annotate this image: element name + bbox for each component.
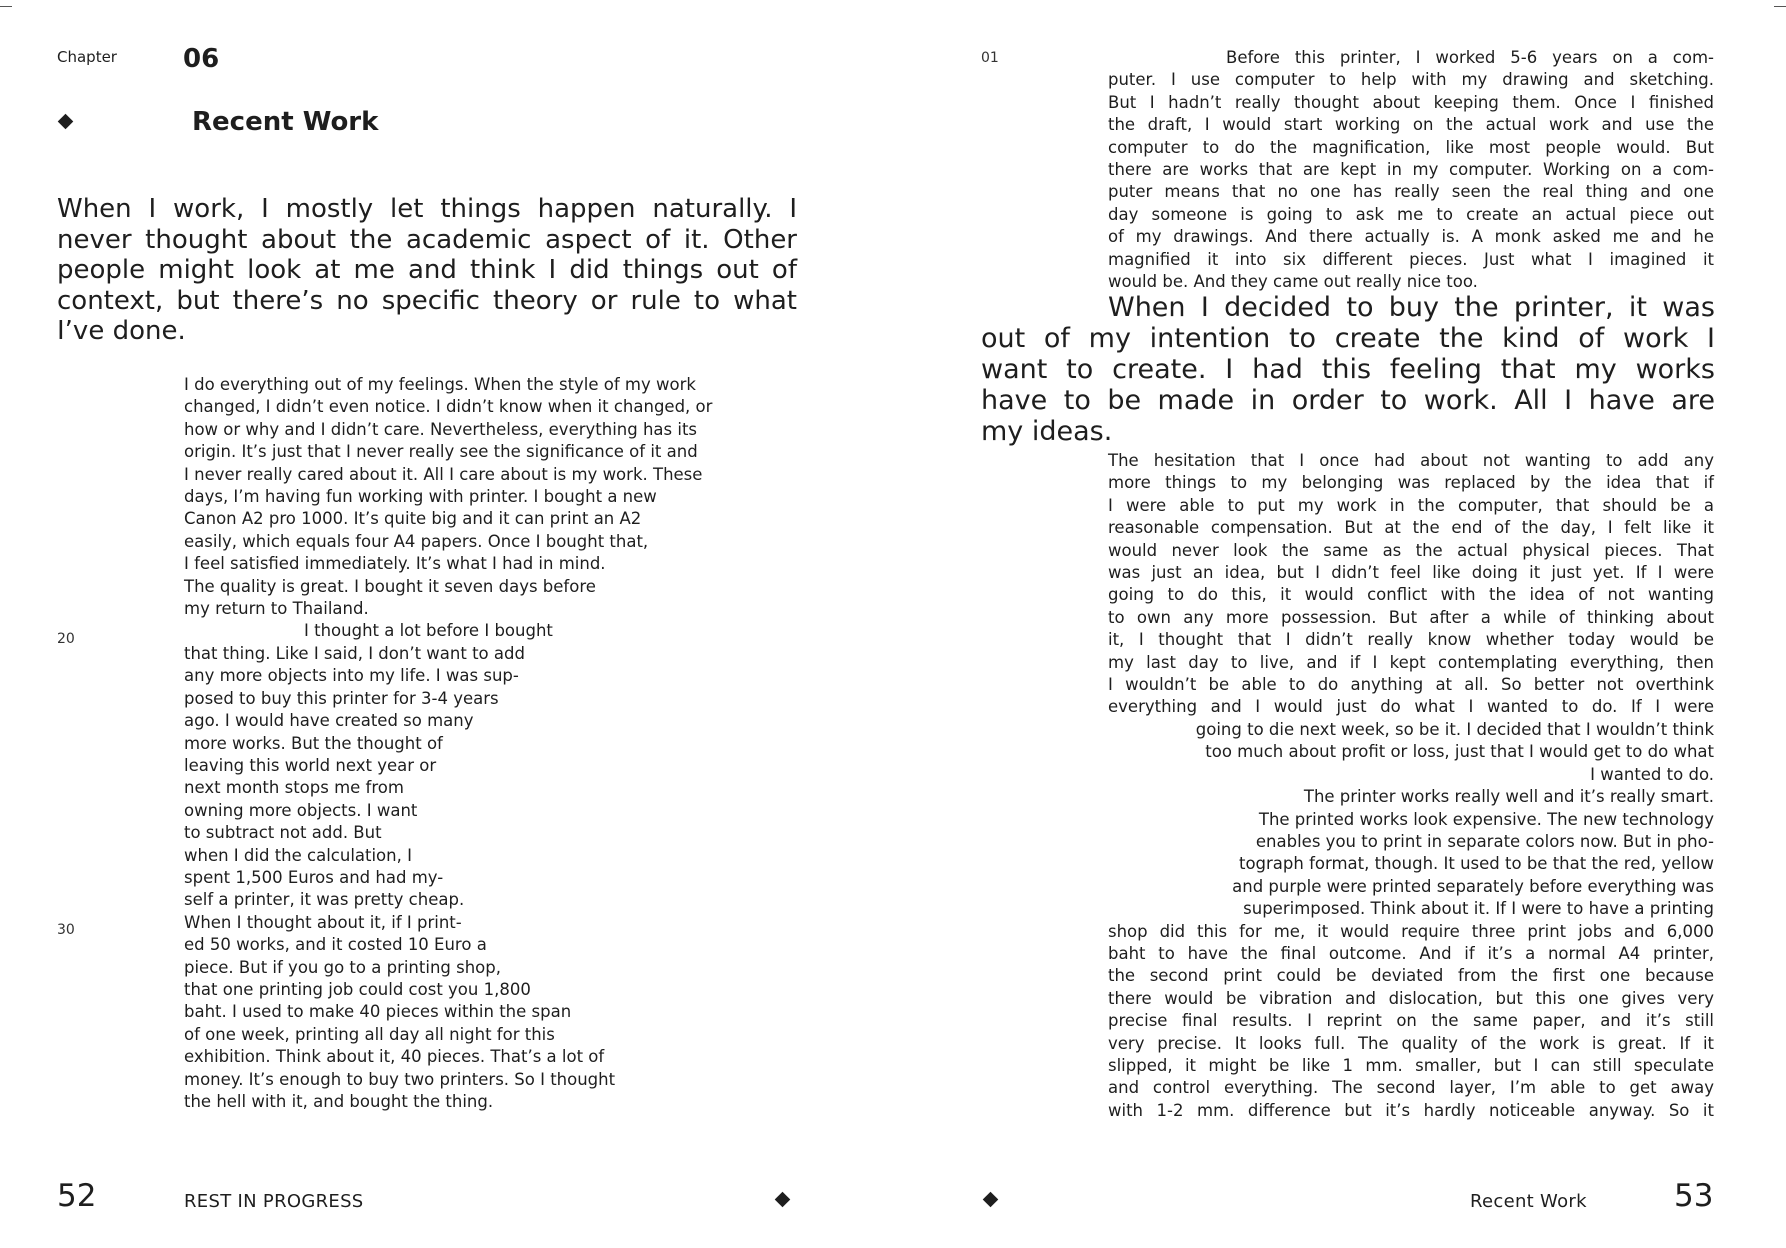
text-line: shop did this for me, it would require three print jobs and 6,000 (1108, 921, 1714, 941)
text-line: too much about profit or loss, just that I would get to do what (1205, 742, 1714, 762)
text-line: reasonable compensation. But at the end of the day, I felt like it (1108, 518, 1714, 538)
text-line: posed to buy this printer for 3-4 years (184, 688, 499, 708)
text-line: owning more objects. I want (184, 800, 418, 820)
text-line: exhibition. Think about it, 40 pieces. That’s a lot of (184, 1047, 605, 1067)
text-line: out of my intention to create the kind of work I (981, 323, 1715, 354)
text-line: the second print could be deviated from the first one because (1108, 966, 1714, 986)
text-line: was just an idea, but I didn’t feel like doing it just yet. If I were (1108, 563, 1714, 583)
text-line: puter. I use computer to help with my drawing and sketching. (1108, 70, 1714, 90)
text-line: easily, which equals four A4 papers. Once I bought that, (184, 531, 649, 551)
text-line: any more objects into my life. I was sup- (184, 666, 519, 686)
text-line: superimposed. Think about it. If I were to have a printing (1243, 899, 1714, 919)
text-line: precise final results. I reprint on the same paper, and it’s still (1108, 1011, 1714, 1031)
text-line: I feel satisfied immediately. It’s what I had in mind. (184, 554, 606, 574)
pull-quote (981, 292, 1715, 447)
text-line: I never really cared about it. All I care about is my work. These (184, 464, 703, 484)
page-number-right: 53 (1674, 1178, 1714, 1214)
text-line: Before this printer, I worked 5-6 years on a com- (1226, 48, 1714, 67)
text-line: spent 1,500 Euros and had my- (184, 867, 444, 887)
text-line: When I thought about it, if I print- (184, 912, 462, 932)
text-line: The printer works really well and it’s really smart. (1303, 787, 1714, 807)
text-line: the draft, I would start working on the actual work and use the (1108, 115, 1714, 135)
left-body-text (184, 374, 790, 1113)
text-line: my return to Thailand. (184, 599, 369, 619)
text-line: next month stops me from (184, 778, 404, 798)
text-line: I wouldn’t be able to do anything at all. So better not overthink (1108, 675, 1714, 695)
text-line: and purple were printed separately before everything was (1232, 876, 1714, 896)
text-line: piece. But if you go to a printing shop, (184, 957, 501, 977)
margin-line-number: 20 (57, 631, 75, 647)
section-title: Recent Work (192, 107, 379, 137)
text-line: When I decided to buy the printer, it was (1108, 292, 1715, 323)
text-line: the hell with it, and bought the thing. (184, 1092, 494, 1111)
text-line: The quality is great. I bought it seven days before (184, 576, 596, 596)
diamond-icon (775, 1192, 791, 1208)
text-line: tograph format, though. It used to be that the red, yellow (1238, 854, 1714, 874)
margin-line-number: 30 (57, 922, 75, 938)
text-line: that one printing job could cost you 1,800 (184, 979, 531, 999)
text-line: magnified it into six different pieces. Just what I imagined it (1108, 249, 1714, 269)
text-line: have to be made in order to work. All I have are (981, 385, 1715, 416)
text-line: I do everything out of my feelings. When the style of my work (184, 375, 696, 394)
text-line: and control everything. The second layer, I’m able to get away (1108, 1078, 1714, 1098)
margin-line-number: 01 (981, 50, 999, 66)
text-line: more works. But the thought of (184, 733, 443, 753)
text-line: of my drawings. And there actually is. A monk asked me and he (1108, 227, 1714, 247)
text-line: slipped, it might be like 1 mm. smaller, but I can still speculate (1108, 1055, 1714, 1075)
text-line: of one week, printing all day all night for this (184, 1024, 555, 1044)
right-paragraph-2 (1108, 450, 1714, 1122)
text-line: I were able to put my work in the computer, that should be a (1108, 495, 1714, 515)
running-title-left: REST IN PROGRESS (184, 1191, 364, 1212)
text-line: my last day to live, and if I kept contemplating everything, then (1108, 652, 1714, 672)
text-line: very precise. It looks full. The quality of the work is great. If it (1108, 1033, 1714, 1053)
page-number-left: 52 (57, 1178, 97, 1214)
text-line: it, I thought that I didn’t really know whether today would be (1108, 630, 1714, 650)
text-line: baht to have the final outcome. And if it’s a normal A4 printer, (1108, 943, 1714, 963)
text-line: money. It’s enough to buy two printers. So I thought (184, 1069, 616, 1089)
text-line: origin. It’s just that I never really see the significance of it and (184, 442, 698, 462)
text-line: there are works that are kept in my computer. Working on a com- (1108, 160, 1714, 180)
chapter-label: Chapter (57, 48, 117, 66)
text-line: enables you to print in separate colors now. But in pho- (1255, 831, 1714, 851)
text-line: self a printer, it was pretty cheap. (184, 890, 465, 910)
text-line: The printed works look expensive. The new technology (1258, 809, 1714, 829)
text-line: baht. I used to make 40 pieces within the span (184, 1002, 572, 1022)
text-line: day someone is going to ask me to create an actual piece out (1108, 204, 1714, 224)
text-line: computer to do the magnification, like most people would. But (1108, 137, 1714, 157)
diamond-icon (983, 1192, 999, 1208)
intro-paragraph: When I work, I mostly let things happen naturally. I never thought about the academic aspect of it. Other people might look at me and think I did things out of context, but there’s no specific theory or rule to what I’ve done. (57, 194, 797, 346)
text-line: when I did the calculation, I (184, 845, 412, 865)
text-line: I thought a lot before I bought (304, 621, 553, 641)
text-line: changed, I didn’t even notice. I didn’t know when it changed, or (184, 397, 713, 417)
text-line: everything and I would just do what I wanted to do. If I were (1108, 697, 1714, 717)
text-line: puter means that no one has really seen the real thing and one (1108, 182, 1714, 202)
text-line: ago. I would have created so many (184, 711, 474, 731)
diamond-icon (58, 114, 74, 130)
text-line: would be. And they came out really nice too. (1108, 272, 1478, 292)
text-line: Canon A2 pro 1000. It’s quite big and it can print an A2 (184, 509, 642, 529)
text-line: there would be vibration and dislocation, but this one gives very (1108, 988, 1714, 1008)
text-line: leaving this world next year or (184, 755, 437, 775)
running-title-right: Recent Work (1470, 1191, 1587, 1212)
crop-mark-left (0, 6, 12, 7)
text-line: my ideas. (981, 416, 1113, 447)
text-line: how or why and I didn’t care. Nevertheless, everything has its (184, 419, 698, 439)
right-paragraph-1 (1108, 47, 1714, 293)
text-line: I wanted to do. (1590, 764, 1714, 784)
chapter-number: 06 (183, 44, 220, 74)
text-line: ed 50 works, and it costed 10 Euro a (184, 935, 487, 955)
text-line: going to do this, it would conflict with the idea of not wanting (1108, 585, 1714, 605)
text-line: days, I’m having fun working with printer. I bought a new (184, 487, 657, 507)
text-line: would never look the same as the actual physical pieces. That (1108, 540, 1714, 560)
text-line: with 1-2 mm. difference but it’s hardly noticeable anyway. So it (1108, 1100, 1714, 1120)
text-line: The hesitation that I once had about not wanting to add any (1108, 451, 1714, 470)
text-line: to subtract not add. But (184, 823, 382, 843)
text-line: But I hadn’t really thought about keeping them. Once I finished (1108, 92, 1714, 112)
text-line: going to die next week, so be it. I decided that I wouldn’t think (1195, 719, 1714, 739)
text-line: more things to my belonging was replaced by the idea that if (1108, 473, 1714, 493)
text-line: want to create. I had this feeling that my works (981, 354, 1715, 385)
text-line: to own any more possession. But after a while of thinking about (1108, 607, 1714, 627)
crop-mark-right (1774, 6, 1786, 7)
text-line: that thing. Like I said, I don’t want to add (184, 643, 525, 663)
